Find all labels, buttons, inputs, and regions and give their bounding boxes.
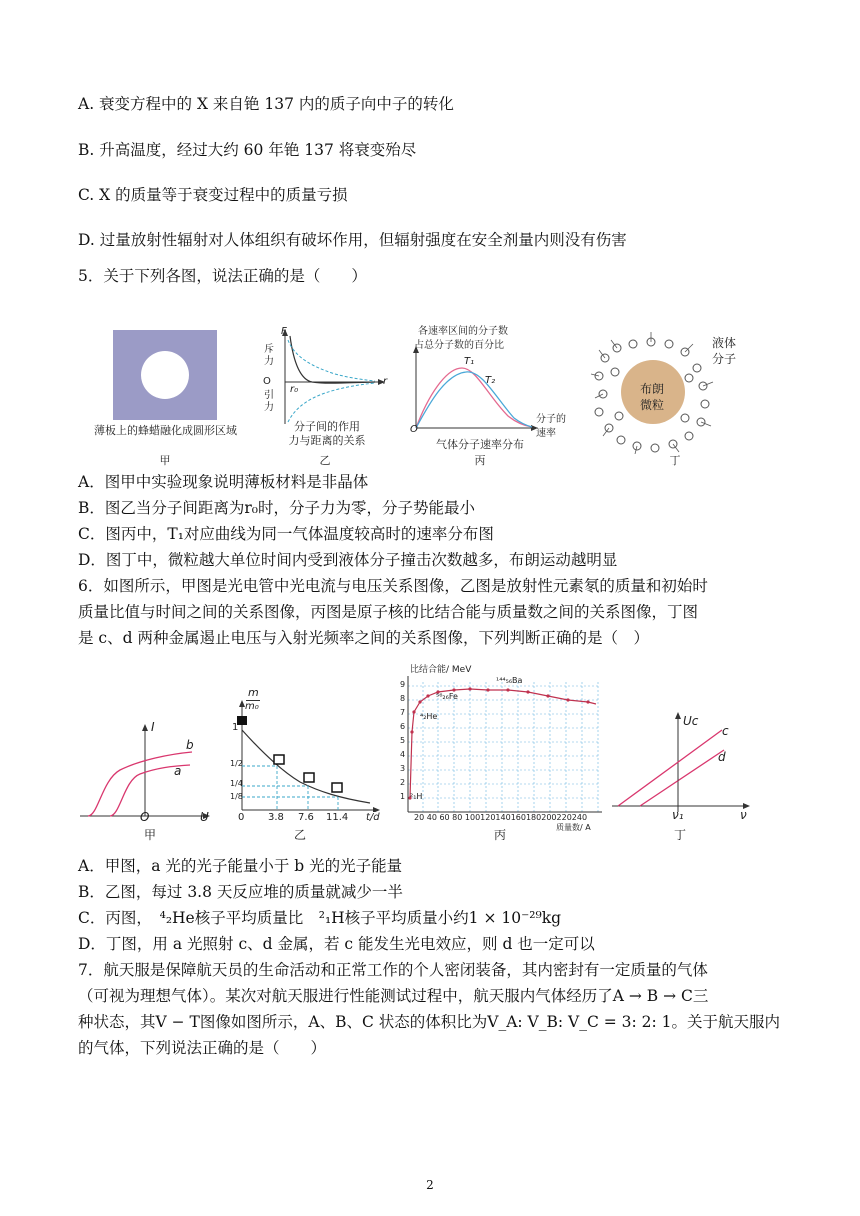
q5-stem: 5．关于下列各图，说法正确的是（ ） (78, 267, 367, 285)
q6-bing-y-tick-3: 3 (400, 764, 406, 773)
q5-bing-caption: 气体分子速率分布 (436, 438, 524, 451)
q6-yi-y-num: m (248, 686, 259, 699)
q6-jia-label: 甲 (143, 828, 156, 842)
page-number: 2 (426, 1178, 434, 1192)
q4-option-b: B. 升高温度，经过大约 60 年铯 137 将衰变殆尽 (78, 141, 417, 159)
q6-bing-y-tick-2: 2 (400, 778, 406, 787)
q5-ding-liquid-1: 液体 (712, 336, 737, 350)
q6-yi-tick-1: 3.8 (268, 812, 284, 823)
q5-fig-jia-label: 甲 (159, 454, 171, 467)
q6-fig-yi-graph (230, 700, 380, 812)
q5-yi-r: r (383, 376, 388, 387)
q4-option-a: A. 衰变方程中的 X 来自铯 137 内的质子向中子的转化 (78, 95, 454, 113)
q6-jia-a: a (174, 764, 182, 778)
q6-stem-line-1: 6．如图所示，甲图是光电管中光电流与电压关系图像，乙图是放射性元素氡的质量和初始时 (78, 577, 708, 595)
q6-bing-y-tick-8: 8 (400, 694, 406, 703)
q5-ding-particle-2: 微粒 (640, 398, 665, 412)
q5-bing-x-1: 分子的 (536, 414, 566, 425)
q6-fig-ding-graph (612, 710, 752, 814)
q7-line-3: 种状态，其V − T图像如图所示，A、B、C 状态的体积比为V_A: V_B: V_C = 3: 2: 1。关于航天服内 (78, 1013, 781, 1031)
q6-bing-y-tick-7: 7 (400, 708, 406, 717)
q6-option-c: C．丙图， ⁴₂He核子平均质量比 ²₁H核子平均质量小约1 × 10⁻²⁹kg (78, 909, 562, 927)
q5-fig-jia-plate (113, 330, 217, 420)
q5-yi-caption-1: 分子间的作用 (294, 420, 360, 433)
q5-yi-attraction: 引力 (264, 390, 274, 413)
q5-yi-caption-2: 力与距离的关系 (288, 434, 366, 447)
q5-bing-t2: T₂ (485, 375, 496, 386)
q5-fig-jia-caption: 薄板上的蜂蜡融化成圆形区域 (94, 424, 237, 437)
q5-yi-r0: r₀ (290, 384, 299, 395)
q6-stem-line-2: 质量比值与时间之间的关系图像，丙图是原子核的比结合能与质量数之间的关系图像，丁图 (78, 603, 699, 621)
q6-jia-b: b (186, 738, 194, 752)
q6-fig-jia-graph (80, 720, 210, 820)
q5-bing-x-2: 速率 (536, 428, 556, 439)
q5-yi-origin: O (263, 376, 271, 387)
q6-yi-one: 1 (232, 722, 239, 733)
q6-bing-y-tick-5: 5 (400, 736, 406, 745)
q6-yi-tick-3: 11.4 (326, 812, 349, 823)
q6-bing-fe: ⁵⁶₂₆Fe (436, 692, 458, 701)
q6-ding-x: ν (740, 808, 747, 822)
melted-region (141, 351, 189, 399)
q6-ding-y: Uc (683, 714, 699, 728)
q5-yi-repulsion: 斥力 (264, 344, 274, 367)
q5-ding-liquid-2: 分子 (712, 352, 737, 366)
q6-fig-bing-graph (398, 672, 604, 820)
q6-bing-y-title: 比结合能/ MeV (410, 665, 472, 675)
q4-option-c: C. X 的质量等于衰变过程中的质量亏损 (78, 186, 348, 204)
q6-yi-x: t/d (366, 812, 380, 823)
q6-yi-origin: 0 (238, 812, 245, 823)
q6-bing-h: ²₁H (410, 792, 423, 801)
q6-yi-quarter: 1/4 (230, 779, 243, 788)
q7-line-1: 7．航天服是保障航天员的生命活动和正常工作的个人密闭装备，其内密封有一定质量的气体 (78, 961, 708, 979)
q6-ding-d: d (718, 750, 726, 764)
q6-bing-y-tick-4: 4 (400, 750, 406, 759)
q6-bing-ba: ¹⁴⁴₅₆Ba (496, 676, 523, 685)
q5-bing-label: 丙 (474, 454, 486, 467)
q5-option-a: A．图甲中实验现象说明薄板材料是非晶体 (78, 473, 369, 491)
q6-yi-tick-2: 7.6 (298, 812, 314, 823)
q6-bing-x-title: 质量数/ A (556, 823, 591, 832)
q5-ding-label: 丁 (669, 454, 681, 467)
q6-ding-v1: ν₁ (672, 808, 684, 822)
q5-option-c: C．图丙中，T₁对应曲线为同一气体温度较高时的速率分布图 (78, 525, 494, 543)
q5-yi-y-axis: F (281, 326, 287, 337)
q5-option-d: D．图丁中，微粒越大单位时间内受到液体分子撞击次数越多，布朗运动越明显 (78, 551, 618, 569)
q6-bing-y-tick-1: 1 (400, 792, 406, 801)
q6-bing-he: ⁴₂He (420, 712, 438, 721)
q6-ding-label: 丁 (673, 828, 686, 842)
q7-line-4: 的气体，下列说法正确的是（ ） (78, 1039, 327, 1057)
q5-yi-label: 乙 (319, 454, 331, 467)
q6-yi-y-den: m₀ (245, 701, 259, 712)
q7-line-2: （可视为理想气体）。某次对航天服进行性能测试过程中，航天服内气体经历了A → B → C三 (78, 987, 709, 1005)
q6-jia-origin: O (140, 810, 150, 824)
q6-jia-x: U (200, 810, 209, 824)
q6-yi-label: 乙 (293, 828, 306, 842)
q6-yi-eighth: 1/8 (230, 792, 243, 801)
q6-bing-label: 丙 (493, 828, 506, 842)
q6-bing-y-tick-9: 9 (400, 680, 406, 689)
q5-option-b: B．图乙当分子间距离为r₀时，分子力为零，分子势能最小 (78, 499, 476, 517)
q5-bing-origin: O (410, 424, 418, 435)
q4-option-d: D. 过量放射性辐射对人体组织有破坏作用，但辐射强度在安全剂量内则没有伤害 (78, 231, 627, 249)
q5-fig-bing-graph (408, 346, 548, 436)
q6-stem-line-3: 是 c、d 两种金属遏止电压与入射光频率之间的关系图像，下列判断正确的是（ ） (78, 629, 649, 647)
q5-ding-particle-1: 布朗 (640, 382, 665, 396)
q6-option-b: B．乙图，每过 3.8 天反应堆的质量就减少一半 (78, 883, 403, 901)
q5-bing-title-2: 占总分子数的百分比 (414, 340, 504, 351)
q6-bing-y-tick-6: 6 (400, 722, 406, 731)
q6-ding-c: c (722, 724, 729, 738)
q6-option-d: D．丁图，用 a 光照射 c、d 金属，若 c 能发生光电效应，则 d 也一定可以 (78, 935, 595, 953)
q6-jia-y: I (151, 720, 155, 734)
q5-bing-t1: T₁ (464, 356, 475, 367)
q6-option-a: A．甲图，a 光的光子能量小于 b 光的光子能量 (78, 857, 403, 875)
q5-bing-title-1: 各速率区间的分子数 (418, 326, 508, 337)
q6-yi-half: 1/2 (230, 759, 243, 768)
q6-bing-x-ticks: 20 40 60 80 100120140160180200220240 (414, 813, 588, 822)
